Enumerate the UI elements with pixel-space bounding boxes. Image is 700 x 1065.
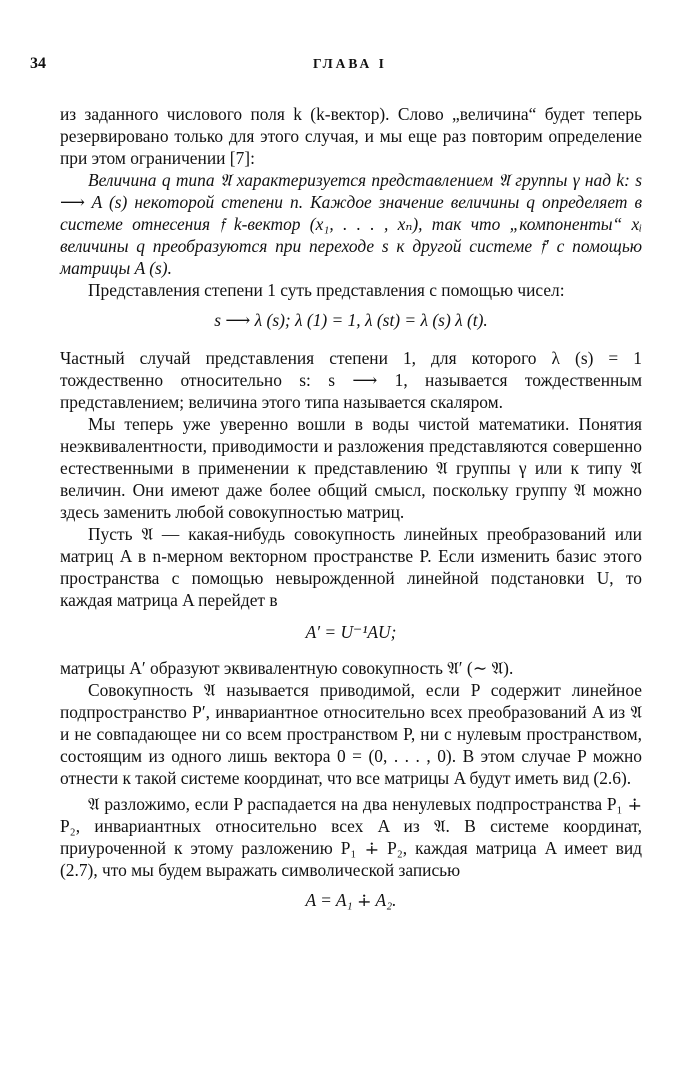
paragraph-equivalent-set: матрицы A′ образуют эквивалентную совокупность 𝔄′ (∼ 𝔄).: [60, 658, 514, 678]
page-header: [0, 53, 700, 77]
paragraph-reducible: Совокупность 𝔄 называется приводимой, если P содержит линейное подпространство P′, инвариантное относительно всех преобразований A из 𝔄 и не совпадающее ни со всем пространством P, ни с нулевым пространством, состоящим из одного лишь вектора 0 = (0, . . . , 0). В этом случае P можно отнести к такой системе координат, что все матрицы A будут иметь вид (2.6).: [60, 680, 642, 788]
chapter-title: ГЛАВА I: [313, 56, 387, 71]
paragraph-pure-mathematics: Мы теперь уже уверенно вошли в воды чистой математики. Понятия неэквивалентности, приводимости и разложения представляются совершенно естественными в применении к представлению 𝔄 группы γ или к типу 𝔄 величин. Они имеют даже более общий смысл, поскольку группу 𝔄 можно здесь заменить любой совокупностью матриц.: [60, 414, 642, 522]
formula-direct-sum: A = A₁ ∔ A₂.: [305, 890, 397, 910]
definition-paragraph: Величина q типа 𝔄 характеризуется представлением 𝔄 группы γ над k: s ⟶ A (s) некоторой степени n. Каждое значение величины q определяет в системе отнесения 𝔣 k-вектор (x₁, . . . , xₙ), так что „компоненты“ xᵢ величины q преобразуются при переходе s к другой системе 𝔣′ с помощью матрицы A (s).: [60, 170, 642, 278]
paragraph-decomposable: 𝔄 разложимо, если P распадается на два ненулевых подпространства P₁ ∔ P₂, инвариантных относительно всех A из 𝔄. В системе координат, приуроченной к этому разложению P₁ ∔ P₂, каждая матрица A имеет вид (2.7), что мы будем выражать символической записью: [60, 794, 642, 880]
page-number: 34: [30, 55, 46, 72]
paragraph-intro: из заданного числового поля k (k-вектор). Слово „величина“ будет теперь резервировано только для этого случая, и мы еще раз повторим определение при этом ограничении [7]:: [60, 104, 642, 168]
text-body: [60, 103, 642, 911]
formula-lambda: s ⟶ λ (s); λ (1) = 1, λ (st) = λ (s) λ (t).: [214, 310, 488, 330]
formula-equivalence: A′ = U⁻¹AU;: [305, 622, 397, 642]
paragraph-identity-representation: Частный случай представления степени 1, для которого λ (s) = 1 тождественно относительно s: s ⟶ 1, называется тождественным представлением; величина этого типа называется скаляром.: [60, 348, 642, 412]
paragraph-degree-one: Представления степени 1 суть представления с помощью чисел:: [88, 280, 565, 300]
paragraph-linear-transformations: Пусть 𝔄 — какая-нибудь совокупность линейных преобразований или матриц A в n-мерном векторном пространстве P. Если изменить базис этого пространства с помощью невырожденной линейной подстановки U, то каждая матрица A перейдет в: [60, 524, 642, 610]
